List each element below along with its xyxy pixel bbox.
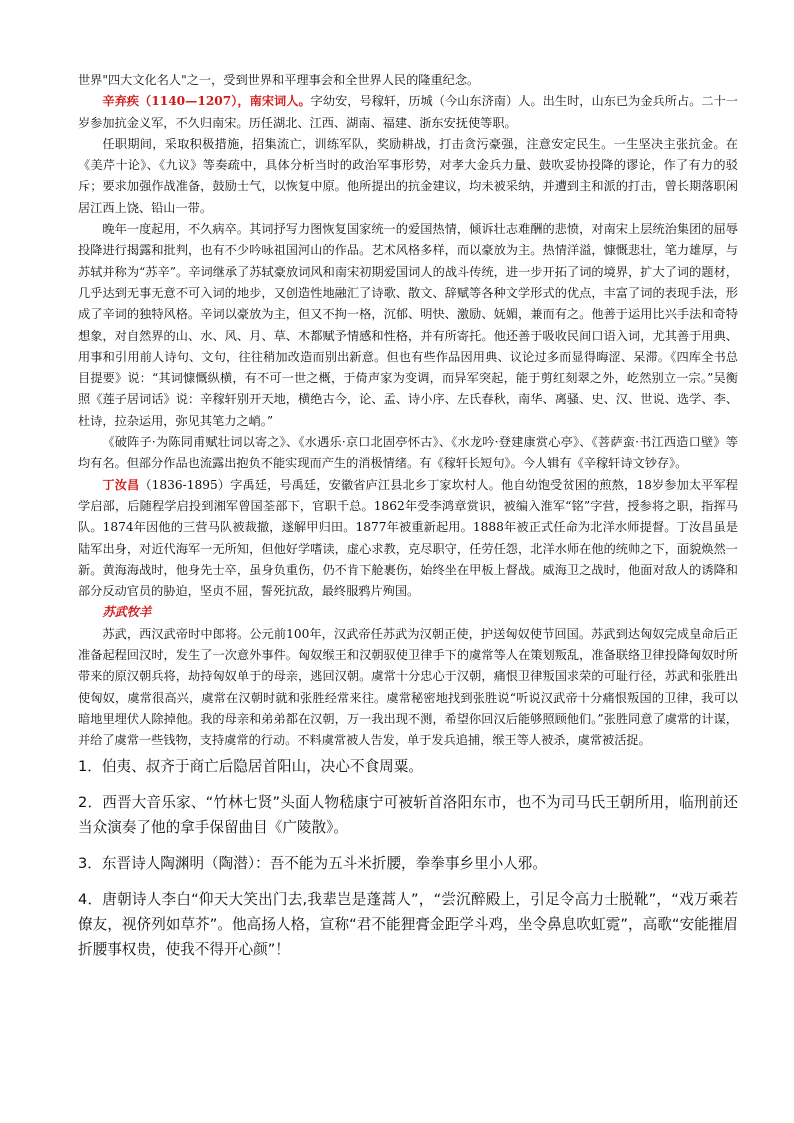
xin-name-highlight: 辛弃疾（1140—1207），南宋词人。 [102, 94, 311, 109]
numbered-list [78, 754, 738, 962]
list-item: 2．西晋大音乐家、“竹林七贤”头面人物嵇康宁可被斩首洛阳东市，也不为司马氏王朝所用，临刑前还当众演奏了他的拿手保留曲目《广陵散》。 [78, 793, 738, 836]
ding-paragraph-text: （1836-1895）字禹廷，号禹廷，安徽省庐江县北乡丁家坎村人。他自幼饱受贫困的煎熬，18岁参加太平军程学启部，后随程学启投到湘军曾国荃部下，官职千总。1862年受李鸿章赏识，被编入淮军“铭”字营，授参将之职，指挥马队。1874年因他的三营马队被裁撤，遂解甲归田。1877年被重新起用。1888年被正式任命为北洋水师提督。丁汝昌虽是陆军出身，对近代海军一无所知，但他好学嗜读，虚心求教，克尽职守，任劳任怨，北洋水师在他的统帅之下，面貌焕然一新。黄海海战时，他身先士卒，虽身负重伤，仍不肯下舱裹伤，始终坐在甲板上督战。威海卫之战时，他面对敌人的诱降和部分反动官员的胁迫，坚贞不屈，誓死抗敌，最终服鸦片殉国。 [78, 477, 738, 599]
intro-line: 世界"四大文化名人"之一，受到世界和平理事会和全世界人民的隆重纪念。 [78, 73, 480, 87]
dense-text-block [78, 70, 738, 752]
ding-paragraph [78, 475, 738, 603]
su-paragraph: 苏武，西汉武帝时中郎将。公元前100年，汉武帝任苏武为汉朝正使，护送匈奴使节回国。苏武到达匈奴完成皇命后正准备起程回汉时，发生了一次意外事件。匈奴缑王和汉朝驭使卫律手下的虞常等人在策划叛乱，准备联络卫律投降匈奴时所带来的原汉朝兵将，劫持匈奴单于的母亲，逃回汉朝。虞常十分忠心于汉朝，痛恨卫律叛国求荣的可耻行径，苏武和张胜出使匈奴，虞常很高兴，虞常在汉朝时就和张胜经常来往。虞常秘密地找到张胜说“听说汉武帝十分痛恨叛国的卫律，我可以暗地里埋伏人除掉他。我的母亲和弟弟都在汉朝，万一我出现不测，希望你回汉后能够照顾他们。”张胜同意了虞常的计谋，并给了虞常一些钱物，支持虞常的行动。不料虞常被人告发，单于发兵追捕，缑王等人被杀，虞常被活捉。 [78, 626, 738, 748]
ding-name-highlight: 丁汝昌 [102, 477, 140, 492]
xin-paragraph-1 [78, 91, 738, 134]
su-heading [78, 602, 738, 623]
list-item: 4．唐朝诗人李白“仰天大笑出门去,我辈岂是蓬蒿人”，“尝沉醉殿上，引足令高力士脱靴”，“戏万乘若僚友，视侪列如草芥”。他高扬人格，宣称“君不能狸膏金距学斗鸡，坐令鼻息吹虹霓”，高歌“安能摧眉折腰事权贵，使我不得开心颜”！ [78, 890, 738, 958]
document-page [78, 70, 738, 973]
list-item: 1．伯夷、叔齐于商亡后隐居首阳山，决心不食周粟。 [78, 757, 423, 775]
su-heading-text: 苏武牧羊 [102, 605, 152, 620]
xin-paragraph-2: 任职期间，采取积极措施，招集流亡，训练军队，奖励耕战，打击贪污豪强，注意安定民生。一生坚决主张抗金。在《美芹十论》、《九议》等奏疏中，具体分析当时的政治军事形势，对孝大金兵力量、鼓吹妥协投降的谬论，作了有力的驳斥；要求加强作战准备，鼓励士气，以恢复中原。他所提出的抗金建议，均未被采纳，并遭到主和派的打击，曾长期落职闲居江西上饶、铅山一带。 [78, 136, 738, 215]
list-item: 3．东晋诗人陶渊明（陶潜）：吾不能为五斗米折腰，拳拳事乡里小人邪。 [78, 854, 547, 872]
xin-paragraph-1-text: 字幼安，号稼轩，历城（今山东济南）人。出生时，山东已为金兵所占。二十一岁参加抗金义军，不久归南宋。历任湖北、江西、湖南、福建、浙东安抚使等职。 [78, 94, 738, 130]
xin-paragraph-3: 晚年一度起用，不久病卒。其词抒写力图恢复国家统一的爱国热情，倾诉壮志难酬的悲愤，对南宋上层统治集团的屈辱投降进行揭露和批判，也有不少吟咏祖国河山的作品。艺术风格多样，而以豪放为主。热情洋溢，慷慨悲壮，笔力雄厚，与苏轼并称为“苏辛”。辛词继承了苏轼豪放词风和南宋初期爱国词人的战斗传统，进一步开拓了词的境界，扩大了词的题材，几乎达到无事无意不可入词的地步，又创造性地融汇了诗歌、散文、辞赋等各种文学形式的优点，丰富了词的表现手法，形成了辛词的独特风格。辛词以豪放为主，但又不拘一格，沉郁、明快、激励、妩媚，兼而有之。他善于运用比兴手法和奇特想象，对自然界的山、水、风、月、草、木都赋予情感和性格，并有所寄托。他还善于吸收民间口语入词，尤其善于用典、用事和引用前人诗句、文句，往往稍加改造而别出新意。但也有些作品因用典、议论过多而显得晦涩、呆滞。《四库全书总目提要》说：“其词慷慨纵横，有不可一世之概，于倚声家为变调，而异军突起，能于剪红刻翠之外，屹然别立一宗。”吴衡照《莲子居词话》说：辛稼轩别开天地，横绝古今，论、孟、诗小序、左氏春秋，南华、离骚、史、汉、世说、选学、李、杜诗，拉杂运用，弥见其笔力之峭。” [78, 222, 738, 428]
xin-paragraph-4: 《破阵子·为陈同甫赋壮词以寄之》、《水遇乐·京口北固亭怀古》、《水龙吟·登建康赏心亭》、《菩萨蛮·书江西造口壁》等均有名。但部分作品也流露出抱负不能实现而产生的消极情绪。有《稼轩长短句》。今人辑有《辛稼轩诗文钞存》。 [78, 435, 738, 471]
